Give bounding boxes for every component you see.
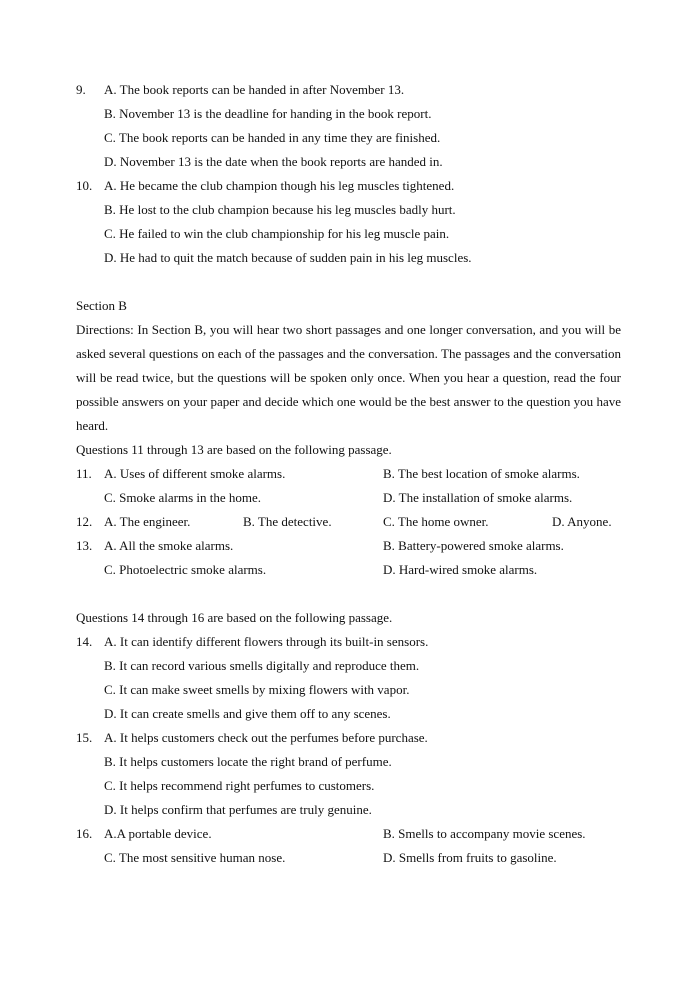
question-number: 10. [76,178,93,193]
option-c: C. It helps recommend right perfumes to customers. [104,778,375,793]
question-9 [0,78,696,102]
question-16-row-2 [0,846,696,870]
question-14-option-c-line [0,678,696,702]
question-number: 13. [76,538,93,553]
question-number: 9. [76,82,86,97]
question-number: 16. [76,826,93,841]
option-b: B. The best location of smoke alarms. [383,466,580,481]
question-number: 14. [76,634,93,649]
option-d: D. It helps confirm that perfumes are truly genuine. [104,802,372,817]
option-a: A. It helps customers check out the perfumes before purchase. [104,730,428,745]
option-b: B. Smells to accompany movie scenes. [383,826,586,841]
option-c: C. Smoke alarms in the home. [104,490,262,505]
question-13 [0,534,696,558]
question-14-option-d-line [0,702,696,726]
question-15-option-b-line [0,750,696,774]
question-14 [0,630,696,654]
option-d: D. Hard-wired smoke alarms. [383,562,538,577]
option-a: A. It can identify different flowers through its built-in sensors. [104,634,429,649]
option-a: A. The engineer. [104,514,191,529]
option-d: D. Anyone. [552,514,612,529]
question-number: 15. [76,730,93,745]
question-number: 11. [76,466,92,481]
question-12 [0,510,696,534]
group-2-intro-line [0,606,696,630]
option-d: D. Smells from fruits to gasoline. [383,850,557,865]
option-d: D. He had to quit the match because of sudden pain in his leg muscles. [104,250,472,265]
option-a: A. All the smoke alarms. [104,538,234,553]
option-c: C. It can make sweet smells by mixing flowers with vapor. [104,682,410,697]
question-10-option-b-line [0,198,696,222]
question-9-option-c-line [0,126,696,150]
option-b: B. The detective. [243,514,332,529]
option-a: A.A portable device. [104,826,212,841]
question-10-option-c-line [0,222,696,246]
question-13-row-2 [0,558,696,582]
question-10 [0,174,696,198]
group-intro: Questions 14 through 16 are based on the following passage. [76,610,393,625]
option-c: C. He failed to win the club championship for his leg muscle pain. [104,226,450,241]
option-b: B. It can record various smells digitally and reproduce them. [104,658,420,673]
question-9-option-b-line [0,102,696,126]
question-14-option-b-line [0,654,696,678]
question-15-option-c-line [0,774,696,798]
question-11 [0,462,696,486]
option-b: B. It helps customers locate the right brand of perfume. [104,754,392,769]
question-15-option-d-line [0,798,696,822]
option-d: D. It can create smells and give them off to any scenes. [104,706,391,721]
option-c: C. Photoelectric smoke alarms. [104,562,267,577]
option-a: A. The book reports can be handed in after November 13. [104,82,405,97]
option-c: C. The home owner. [383,514,489,529]
option-a: A. Uses of different smoke alarms. [104,466,286,481]
option-b: B. He lost to the club champion because his leg muscles badly hurt. [104,202,456,217]
option-d: D. November 13 is the date when the book reports are handed in. [104,154,443,169]
group-intro: Questions 11 through 13 are based on the following passage. [76,442,392,457]
question-16 [0,822,696,846]
option-c: C. The book reports can be handed in any time they are finished. [104,130,441,145]
question-10-option-d-line [0,246,696,270]
question-number: 12. [76,514,93,529]
section-heading: Section B [76,298,127,313]
question-15 [0,726,696,750]
directions-paragraph: Directions: In Section B, you will hear two short passages and one longer conversation, and you will be asked several questions on each of the passages and the conversation. The passages and the conversation will be read twice, but the questions will be spoken only once. When you hear a question, read the four possible answers on your paper and decide which one would be the best answer to the question you have heard. [76,322,621,433]
question-11-row-2 [0,486,696,510]
section-heading-line [0,294,696,318]
option-b: B. November 13 is the deadline for handing in the book report. [104,106,432,121]
question-9-option-d-line [0,150,696,174]
option-c: C. The most sensitive human nose. [104,850,286,865]
option-b: B. Battery-powered smoke alarms. [383,538,564,553]
group-1-intro-line [0,438,696,462]
option-a: A. He became the club champion though his leg muscles tightened. [104,178,455,193]
option-d: D. The installation of smoke alarms. [383,490,573,505]
